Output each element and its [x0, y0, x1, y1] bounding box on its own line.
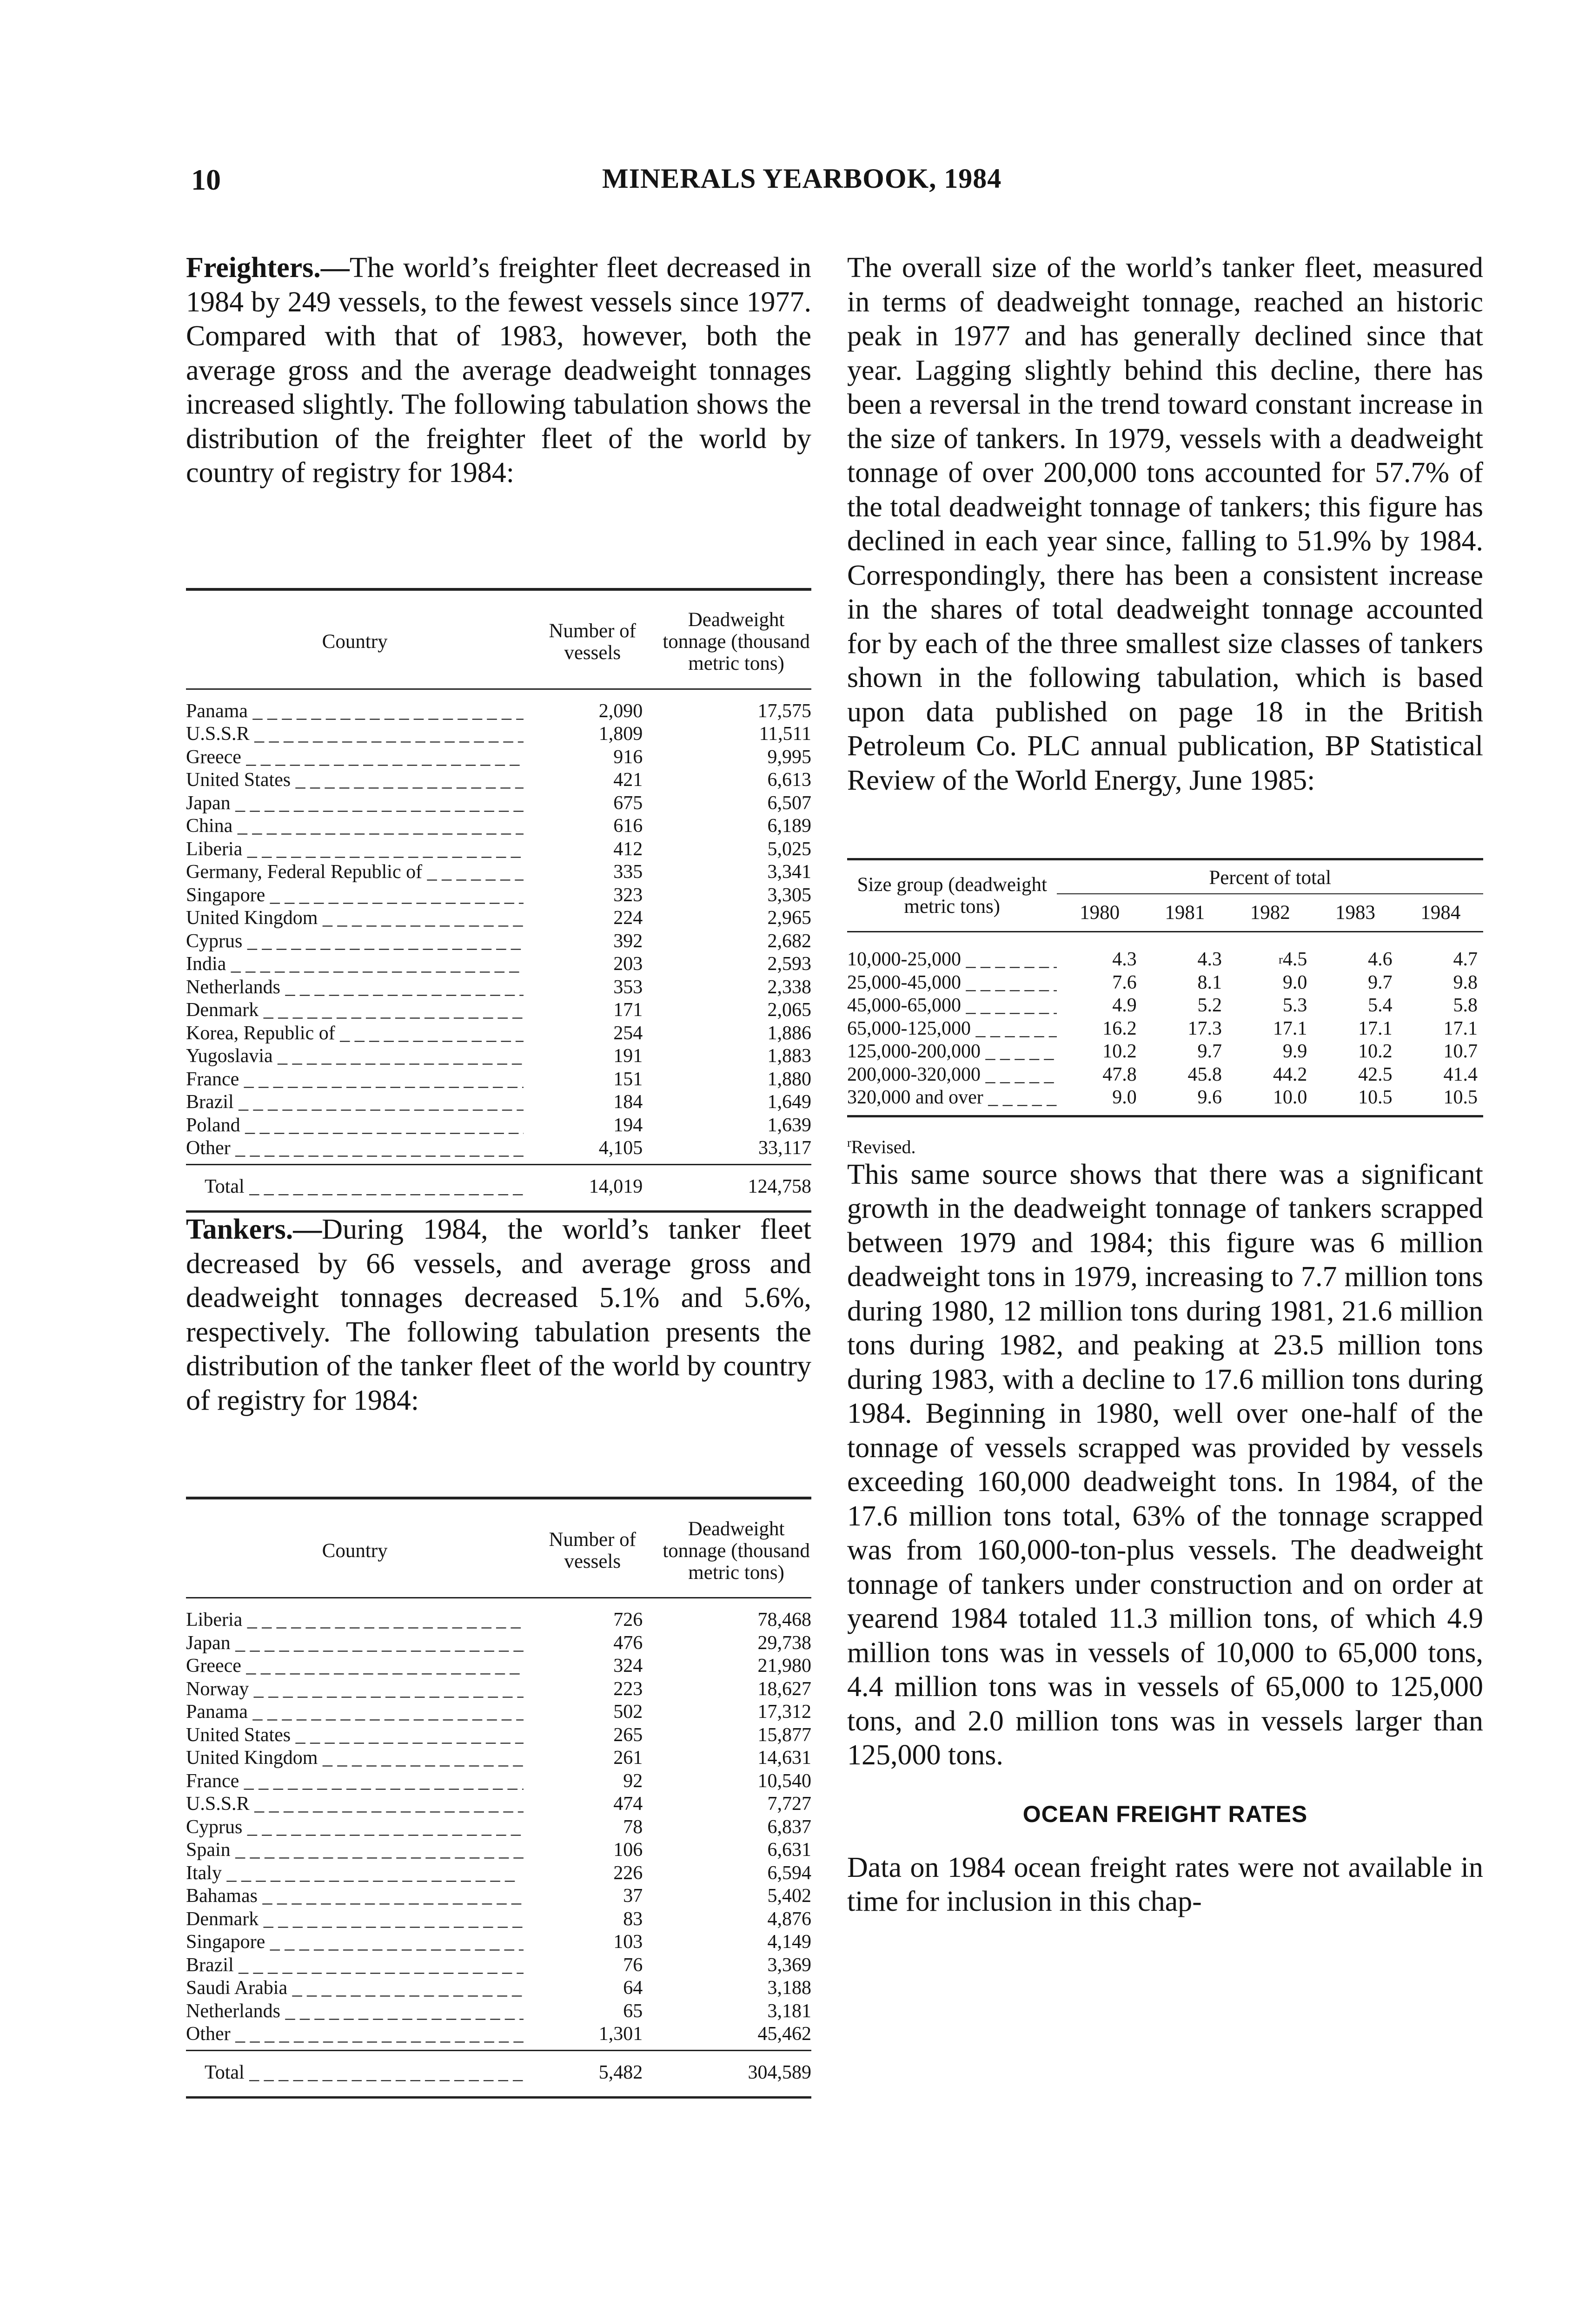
col-header-deadweight: Deadweight tonnage (thousand metric tons): [663, 1518, 810, 1584]
table-row: [186, 1022, 811, 1045]
number-cell: 106: [613, 1839, 643, 1861]
percent-cell-1981: 5.2: [1197, 995, 1222, 1016]
table-row: [186, 1632, 811, 1655]
country-cell: Korea, Republic of _ _ _: [186, 1022, 524, 1045]
col-header-year: 1982: [1250, 902, 1290, 924]
percent-cell-1984: 10.7: [1443, 1041, 1478, 1062]
percent-cell-1980: 7.6: [1112, 971, 1137, 993]
size-group-cell: 10,000-25,000 _ _ _: [847, 932, 1057, 971]
total-label: Total _ _ _: [186, 1164, 524, 1212]
country-cell: France _ _ _: [186, 1068, 524, 1091]
country-cell: Poland _ _ _: [186, 1114, 524, 1137]
deadweight-cell: 1,883: [767, 1045, 811, 1067]
table-header-row: [186, 589, 811, 689]
col-header-year: 1981: [1165, 902, 1205, 924]
country-cell: Japan _ _ _: [186, 1632, 524, 1655]
number-cell: 675: [613, 792, 643, 814]
table-row: [186, 815, 811, 838]
table-row: [186, 930, 811, 953]
footnote-text: Revised.: [851, 1136, 916, 1157]
table-row: [186, 999, 811, 1022]
deadweight-cell: 1,886: [767, 1022, 811, 1044]
country-cell: U.S.S.R _ _ _: [186, 1793, 524, 1816]
percent-cell-1982: 5.3: [1282, 995, 1307, 1016]
deadweight-cell: 5,402: [767, 1885, 811, 1907]
country-cell: Denmark _ _ _: [186, 1908, 524, 1931]
freighters-paragraph: [186, 251, 811, 490]
country-cell: United States _ _ _: [186, 769, 524, 792]
table-row: [186, 1114, 811, 1137]
deadweight-cell: 11,511: [759, 723, 811, 745]
section-heading: OCEAN FREIGHT RATES: [1022, 1801, 1308, 1827]
deadweight-cell: 2,965: [767, 907, 811, 929]
percent-cell-1982: 17.1: [1273, 1017, 1307, 1039]
table-row: [186, 861, 811, 884]
table-row: [186, 1655, 811, 1678]
percent-cell-1983: 42.5: [1358, 1063, 1393, 1085]
tankers-text: During 1984, the world’s tanker fleet decreased by 66 vessels, and average gross and deadweight tonnages decreased 5.1% and 5.6%, respectively. The following tabulation presents the distribution of the tanker fleet of the world by country of registry for 1984:: [186, 1214, 811, 1416]
deadweight-cell: 3,369: [767, 1954, 811, 1976]
percent-cell-1984: 17.1: [1443, 1017, 1478, 1039]
deadweight-cell: 6,507: [767, 792, 811, 814]
table-row: [847, 932, 1483, 971]
deadweight-cell: 14,631: [757, 1747, 811, 1769]
tankers-run-in: Tankers.—: [186, 1214, 322, 1245]
number-cell: 37: [623, 1885, 643, 1907]
revised-mark: r: [1279, 953, 1283, 966]
total-row: [186, 1164, 811, 1212]
page-number: 10: [191, 163, 221, 196]
percent-cell-1981: 9.7: [1197, 1041, 1222, 1062]
size-group-cell: 45,000-65,000 _ _ _: [847, 994, 1057, 1017]
percent-cell-1982: 9.9: [1282, 1041, 1307, 1062]
number-cell: 92: [623, 1770, 643, 1792]
country-cell: Italy _ _ _: [186, 1862, 524, 1885]
col-header-country: Country: [322, 1539, 388, 1562]
country-cell: Brazil _ _ _: [186, 1954, 524, 1977]
freighter-fleet-table: [186, 588, 811, 1213]
number-cell: 335: [613, 861, 643, 883]
number-cell: 323: [613, 884, 643, 906]
country-cell: Cyprus _ _ _: [186, 1816, 524, 1839]
col-header-country: Country: [322, 631, 388, 653]
deadweight-cell: 3,181: [767, 2000, 811, 2022]
deadweight-cell: 2,065: [767, 999, 811, 1021]
country-cell: Japan _ _ _: [186, 792, 524, 815]
table-row: [186, 1931, 811, 1954]
percent-cell-1980: 4.3: [1112, 949, 1137, 970]
country-cell: India _ _ _: [186, 953, 524, 976]
size-group-cell: 25,000-45,000 _ _ _: [847, 971, 1057, 995]
table-footnote: [847, 1136, 1483, 1158]
number-cell: 151: [613, 1068, 643, 1090]
number-cell: 254: [613, 1022, 643, 1044]
footnote-mark: r: [847, 1136, 851, 1149]
deadweight-cell: 5,025: [767, 838, 811, 860]
percent-cell-1982: 44.2: [1273, 1063, 1307, 1085]
country-cell: Other _ _ _: [186, 2023, 524, 2050]
size-group-cell: 65,000-125,000 _ _ _: [847, 1017, 1057, 1041]
number-cell: 421: [613, 769, 643, 791]
deadweight-cell: 18,627: [757, 1678, 811, 1700]
size-group-cell: 200,000-320,000 _ _ _: [847, 1063, 1057, 1087]
number-cell: 2,090: [598, 700, 643, 722]
deadweight-cell: 6,189: [767, 815, 811, 837]
number-cell: 474: [613, 1793, 643, 1815]
deadweight-cell: 6,631: [767, 1839, 811, 1861]
deadweight-cell: 10,540: [757, 1770, 811, 1792]
number-cell: 78: [623, 1816, 643, 1838]
percent-cell-1981: 8.1: [1197, 971, 1222, 993]
percent-cell-1981: 4.3: [1197, 949, 1222, 970]
table-row: [186, 1839, 811, 1862]
number-cell: 184: [613, 1091, 643, 1113]
table-header-row: [847, 859, 1483, 894]
deadweight-cell: 17,575: [757, 700, 811, 722]
col-header-percent: Percent of total: [1057, 859, 1483, 894]
deadweight-cell: 2,338: [767, 976, 811, 998]
table-row: [186, 1977, 811, 2000]
tanker-size-table: [847, 858, 1483, 1117]
deadweight-cell: 15,877: [757, 1724, 811, 1746]
country-cell: Singapore _ _ _: [186, 1931, 524, 1954]
table-row: [847, 1040, 1483, 1063]
deadweight-cell: 4,149: [767, 1931, 811, 1953]
deadweight-cell: 3,305: [767, 884, 811, 906]
table-row: [186, 976, 811, 999]
deadweight-cell: 45,462: [757, 2023, 811, 2045]
table-header-row: [186, 1498, 811, 1598]
number-cell: 83: [623, 1908, 643, 1930]
col-header-size-group: Size group (deadweight metric tons): [857, 874, 1047, 918]
table-row: [186, 2000, 811, 2023]
col-header-number: Number of vessels: [549, 620, 636, 664]
number-cell: 191: [613, 1045, 643, 1067]
deadweight-cell: 3,188: [767, 1977, 811, 1999]
country-cell: Singapore _ _ _: [186, 884, 524, 907]
table-row: [186, 2023, 811, 2050]
deadweight-cell: 2,593: [767, 953, 811, 975]
table-row: [186, 1793, 811, 1816]
country-cell: Yugoslavia _ _ _: [186, 1045, 524, 1068]
table-row: [186, 1091, 811, 1114]
percent-cell-1982: $^r$4.5: [1279, 949, 1307, 970]
percent-cell-1980: 9.0: [1112, 1087, 1137, 1108]
table-row: [186, 723, 811, 746]
percent-cell-1984: 41.4: [1443, 1063, 1478, 1085]
percent-cell-1984: 5.8: [1453, 995, 1478, 1016]
country-cell: Netherlands _ _ _: [186, 2000, 524, 2023]
percent-cell-1983: 10.5: [1358, 1087, 1393, 1108]
col-header-year: 1984: [1420, 902, 1461, 924]
number-cell: 916: [613, 746, 643, 768]
country-cell: Denmark _ _ _: [186, 999, 524, 1022]
table-row: [847, 1063, 1483, 1087]
table-row: [186, 907, 811, 930]
deadweight-cell: 7,727: [767, 1793, 811, 1815]
deadweight-cell: 1,639: [767, 1114, 811, 1136]
freighters-run-in: Freighters.—: [186, 252, 350, 284]
deadweight-cell: 6,613: [767, 769, 811, 791]
deadweight-cell: 1,649: [767, 1091, 811, 1113]
deadweight-cell: 6,594: [767, 1862, 811, 1884]
total-number: 14,019: [589, 1175, 643, 1197]
percent-cell-1984: 10.5: [1443, 1087, 1478, 1108]
percent-cell-1980: 4.9: [1112, 995, 1137, 1016]
freight-rates-paragraph: Data on 1984 ocean freight rates were not available in time for inclusion in this chap-: [847, 1851, 1483, 1917]
tankers-paragraph: [186, 1213, 811, 1418]
number-cell: 226: [613, 1862, 643, 1884]
number-cell: 1,809: [598, 723, 643, 745]
deadweight-cell: 3,341: [767, 861, 811, 883]
percent-cell-1984: 4.7: [1453, 949, 1478, 970]
table-row: [186, 1747, 811, 1770]
table-row: [186, 1862, 811, 1885]
percent-cell-1980: 10.2: [1102, 1041, 1137, 1062]
percent-cell-1983: 17.1: [1358, 1017, 1393, 1039]
number-cell: 4,105: [598, 1137, 643, 1159]
deadweight-cell: 4,876: [767, 1908, 811, 1930]
country-cell: U.S.S.R _ _ _: [186, 723, 524, 746]
percent-cell-1983: 9.7: [1368, 971, 1393, 993]
page-header: [184, 163, 1067, 205]
size-group-cell: 320,000 and over _ _ _: [847, 1086, 1057, 1116]
country-cell: Brazil _ _ _: [186, 1091, 524, 1114]
country-cell: Other _ _ _: [186, 1137, 524, 1164]
country-cell: Spain _ _ _: [186, 1839, 524, 1862]
number-cell: 203: [613, 953, 643, 975]
percent-cell-1981: 45.8: [1187, 1063, 1222, 1085]
number-cell: 223: [613, 1678, 643, 1700]
table-row: [186, 1701, 811, 1724]
country-cell: Panama _ _ _: [186, 689, 524, 723]
number-cell: 224: [613, 907, 643, 929]
deadweight-cell: 33,117: [758, 1137, 811, 1159]
deadweight-cell: 9,995: [767, 746, 811, 768]
country-cell: Netherlands _ _ _: [186, 976, 524, 999]
table-row: [847, 1017, 1483, 1041]
table-row: [186, 953, 811, 976]
table-row: [186, 1724, 811, 1747]
deadweight-cell: 2,682: [767, 930, 811, 952]
deadweight-cell: 17,312: [757, 1701, 811, 1723]
table-row: [186, 746, 811, 769]
number-cell: 616: [613, 815, 643, 837]
number-cell: 171: [613, 999, 643, 1021]
table-row: [186, 1045, 811, 1068]
number-cell: 261: [613, 1747, 643, 1769]
table-row: [186, 769, 811, 792]
scrapped-paragraph: This same source shows that there was a significant growth in the deadweight tonnage of tankers scrapped between 1979 and 1984; this figure was 6 million deadweight tons in 1979, increasing to 7.7 million tons during 1980, 12 million tons during 1981, 21.6 million tons during 1982, and peaking at 23.5 million tons during 1983, with a decline to 17.6 million tons during 1984. Beginning in 1980, well over one-half of the tonnage of vessels scrapped was provided by vessels exceeding 160,000 deadweight tons. In 1984, of the 17.6 million tons total, 63% of the tonnage scrapped was from 160,000-ton-plus vessels. The deadweight tonnage of tankers under construction and on order at yearend 1984 totaled 11.3 million tons, of which 4.9 million tons was in vessels of 10,000 to 65,000 tons, 4.4 million tons was in vessels of 65,000 to 125,000 tons, and 2.0 million tons was in vessels larger than 125,000 tons.: [847, 1158, 1483, 1771]
percent-cell-1983: 5.4: [1368, 995, 1393, 1016]
country-cell: United States _ _ _: [186, 1724, 524, 1747]
country-cell: Saudi Arabia _ _ _: [186, 1977, 524, 2000]
country-cell: France _ _ _: [186, 1770, 524, 1793]
percent-cell-1981: 9.6: [1197, 1087, 1222, 1108]
country-cell: Cyprus _ _ _: [186, 930, 524, 953]
percent-cell-1982: 9.0: [1282, 971, 1307, 993]
tanker-size-paragraph: The overall size of the world’s tanker fleet, measured in terms of deadweight tonnage, reached an historic peak in 1977 and has generally declined since that year. Lagging slightly behind this decline, there has been a reversal in the trend toward constant increase in the size of tankers. In 1979, vessels with a deadweight tonnage of over 200,000 tons accounted for 57.7% of the total deadweight tonnage of tankers; this figure has declined in each year since, falling to 51.9% by 1984. Correspondingly, there has been a consistent increase in the shares of total deadweight tonnage accounted for by each of the three smallest size classes of tankers shown in the following tabulation, which is based upon data published on page 18 in the British Petroleum Co. PLC annual publication, BP Statistical Review of the World Energy, June 1985:: [847, 252, 1483, 796]
number-cell: 392: [613, 930, 643, 952]
country-cell: United Kingdom _ _ _: [186, 1747, 524, 1770]
country-cell: United Kingdom _ _ _: [186, 907, 524, 930]
deadweight-cell: 6,837: [767, 1816, 811, 1838]
number-cell: 103: [613, 1931, 643, 1953]
country-cell: Greece _ _ _: [186, 746, 524, 769]
number-cell: 76: [623, 1954, 643, 1976]
number-cell: 726: [613, 1609, 643, 1631]
number-cell: 265: [613, 1724, 643, 1746]
number-cell: 324: [613, 1655, 643, 1677]
total-row: [186, 2050, 811, 2098]
running-title: MINERALS YEARBOOK, 1984: [602, 163, 1002, 194]
table-row: [186, 792, 811, 815]
table-row: [186, 1954, 811, 1977]
percent-cell-1981: 17.3: [1187, 1017, 1222, 1039]
col-header-number: Number of vessels: [549, 1529, 636, 1572]
percent-cell-1980: 16.2: [1102, 1017, 1137, 1039]
number-cell: 353: [613, 976, 643, 998]
deadweight-cell: 21,980: [757, 1655, 811, 1677]
table-row: [186, 1908, 811, 1931]
percent-cell-1982: 10.0: [1273, 1087, 1307, 1108]
percent-cell-1980: 47.8: [1102, 1063, 1137, 1085]
total-label: Total _ _ _: [186, 2050, 524, 2098]
table-row: [186, 689, 811, 723]
number-cell: 1,301: [598, 2023, 643, 2045]
table-row: [186, 1068, 811, 1091]
right-column: [847, 251, 1483, 1919]
table-row: [847, 971, 1483, 995]
total-deadweight: 124,758: [748, 1175, 811, 1197]
col-header-deadweight: Deadweight tonnage (thousand metric tons): [663, 609, 810, 674]
table-row: [186, 838, 811, 861]
total-deadweight: 304,589: [748, 2061, 811, 2083]
table-row: [186, 1816, 811, 1839]
deadweight-cell: 29,738: [757, 1632, 811, 1654]
country-cell: Germany, Federal Republic of _ _ _: [186, 861, 524, 884]
tanker-fleet-table: [186, 1497, 811, 2099]
number-cell: 194: [613, 1114, 643, 1136]
size-group-cell: 125,000-200,000 _ _ _: [847, 1040, 1057, 1063]
percent-cell-1983: 4.6: [1368, 949, 1393, 970]
country-cell: Norway _ _ _: [186, 1678, 524, 1701]
total-number: 5,482: [598, 2061, 643, 2083]
country-cell: Bahamas _ _ _: [186, 1885, 524, 1908]
deadweight-cell: 1,880: [767, 1068, 811, 1090]
freighters-text: The world’s freighter fleet decreased in 1984 by 249 vessels, to the fewest vessels since 1977. Compared with that of 1983, however, both the average gross and the average deadweight tonnages increased slightly. The following tabulation shows the distribution of the freighter fleet of the world by country of registry for 1984:: [186, 252, 811, 489]
country-cell: Liberia _ _ _: [186, 838, 524, 861]
table-row: [186, 1885, 811, 1908]
number-cell: 65: [623, 2000, 643, 2022]
number-cell: 64: [623, 1977, 643, 1999]
col-header-year: 1980: [1080, 902, 1120, 924]
table-row: [186, 1678, 811, 1701]
table-row: [186, 1137, 811, 1164]
number-cell: 476: [613, 1632, 643, 1654]
table-row: [186, 884, 811, 907]
table-row: [847, 1086, 1483, 1116]
country-cell: Panama _ _ _: [186, 1701, 524, 1724]
percent-cell-1984: 9.8: [1453, 971, 1478, 993]
number-cell: 412: [613, 838, 643, 860]
number-cell: 502: [613, 1701, 643, 1723]
left-column: [186, 251, 811, 2099]
country-cell: Greece _ _ _: [186, 1655, 524, 1678]
table-row: [186, 1770, 811, 1793]
deadweight-cell: 78,468: [757, 1609, 811, 1631]
table-row: [186, 1598, 811, 1632]
percent-cell-1983: 10.2: [1358, 1041, 1393, 1062]
col-header-year: 1983: [1335, 902, 1375, 924]
table-row: [847, 994, 1483, 1017]
country-cell: China _ _ _: [186, 815, 524, 838]
country-cell: Liberia _ _ _: [186, 1598, 524, 1632]
